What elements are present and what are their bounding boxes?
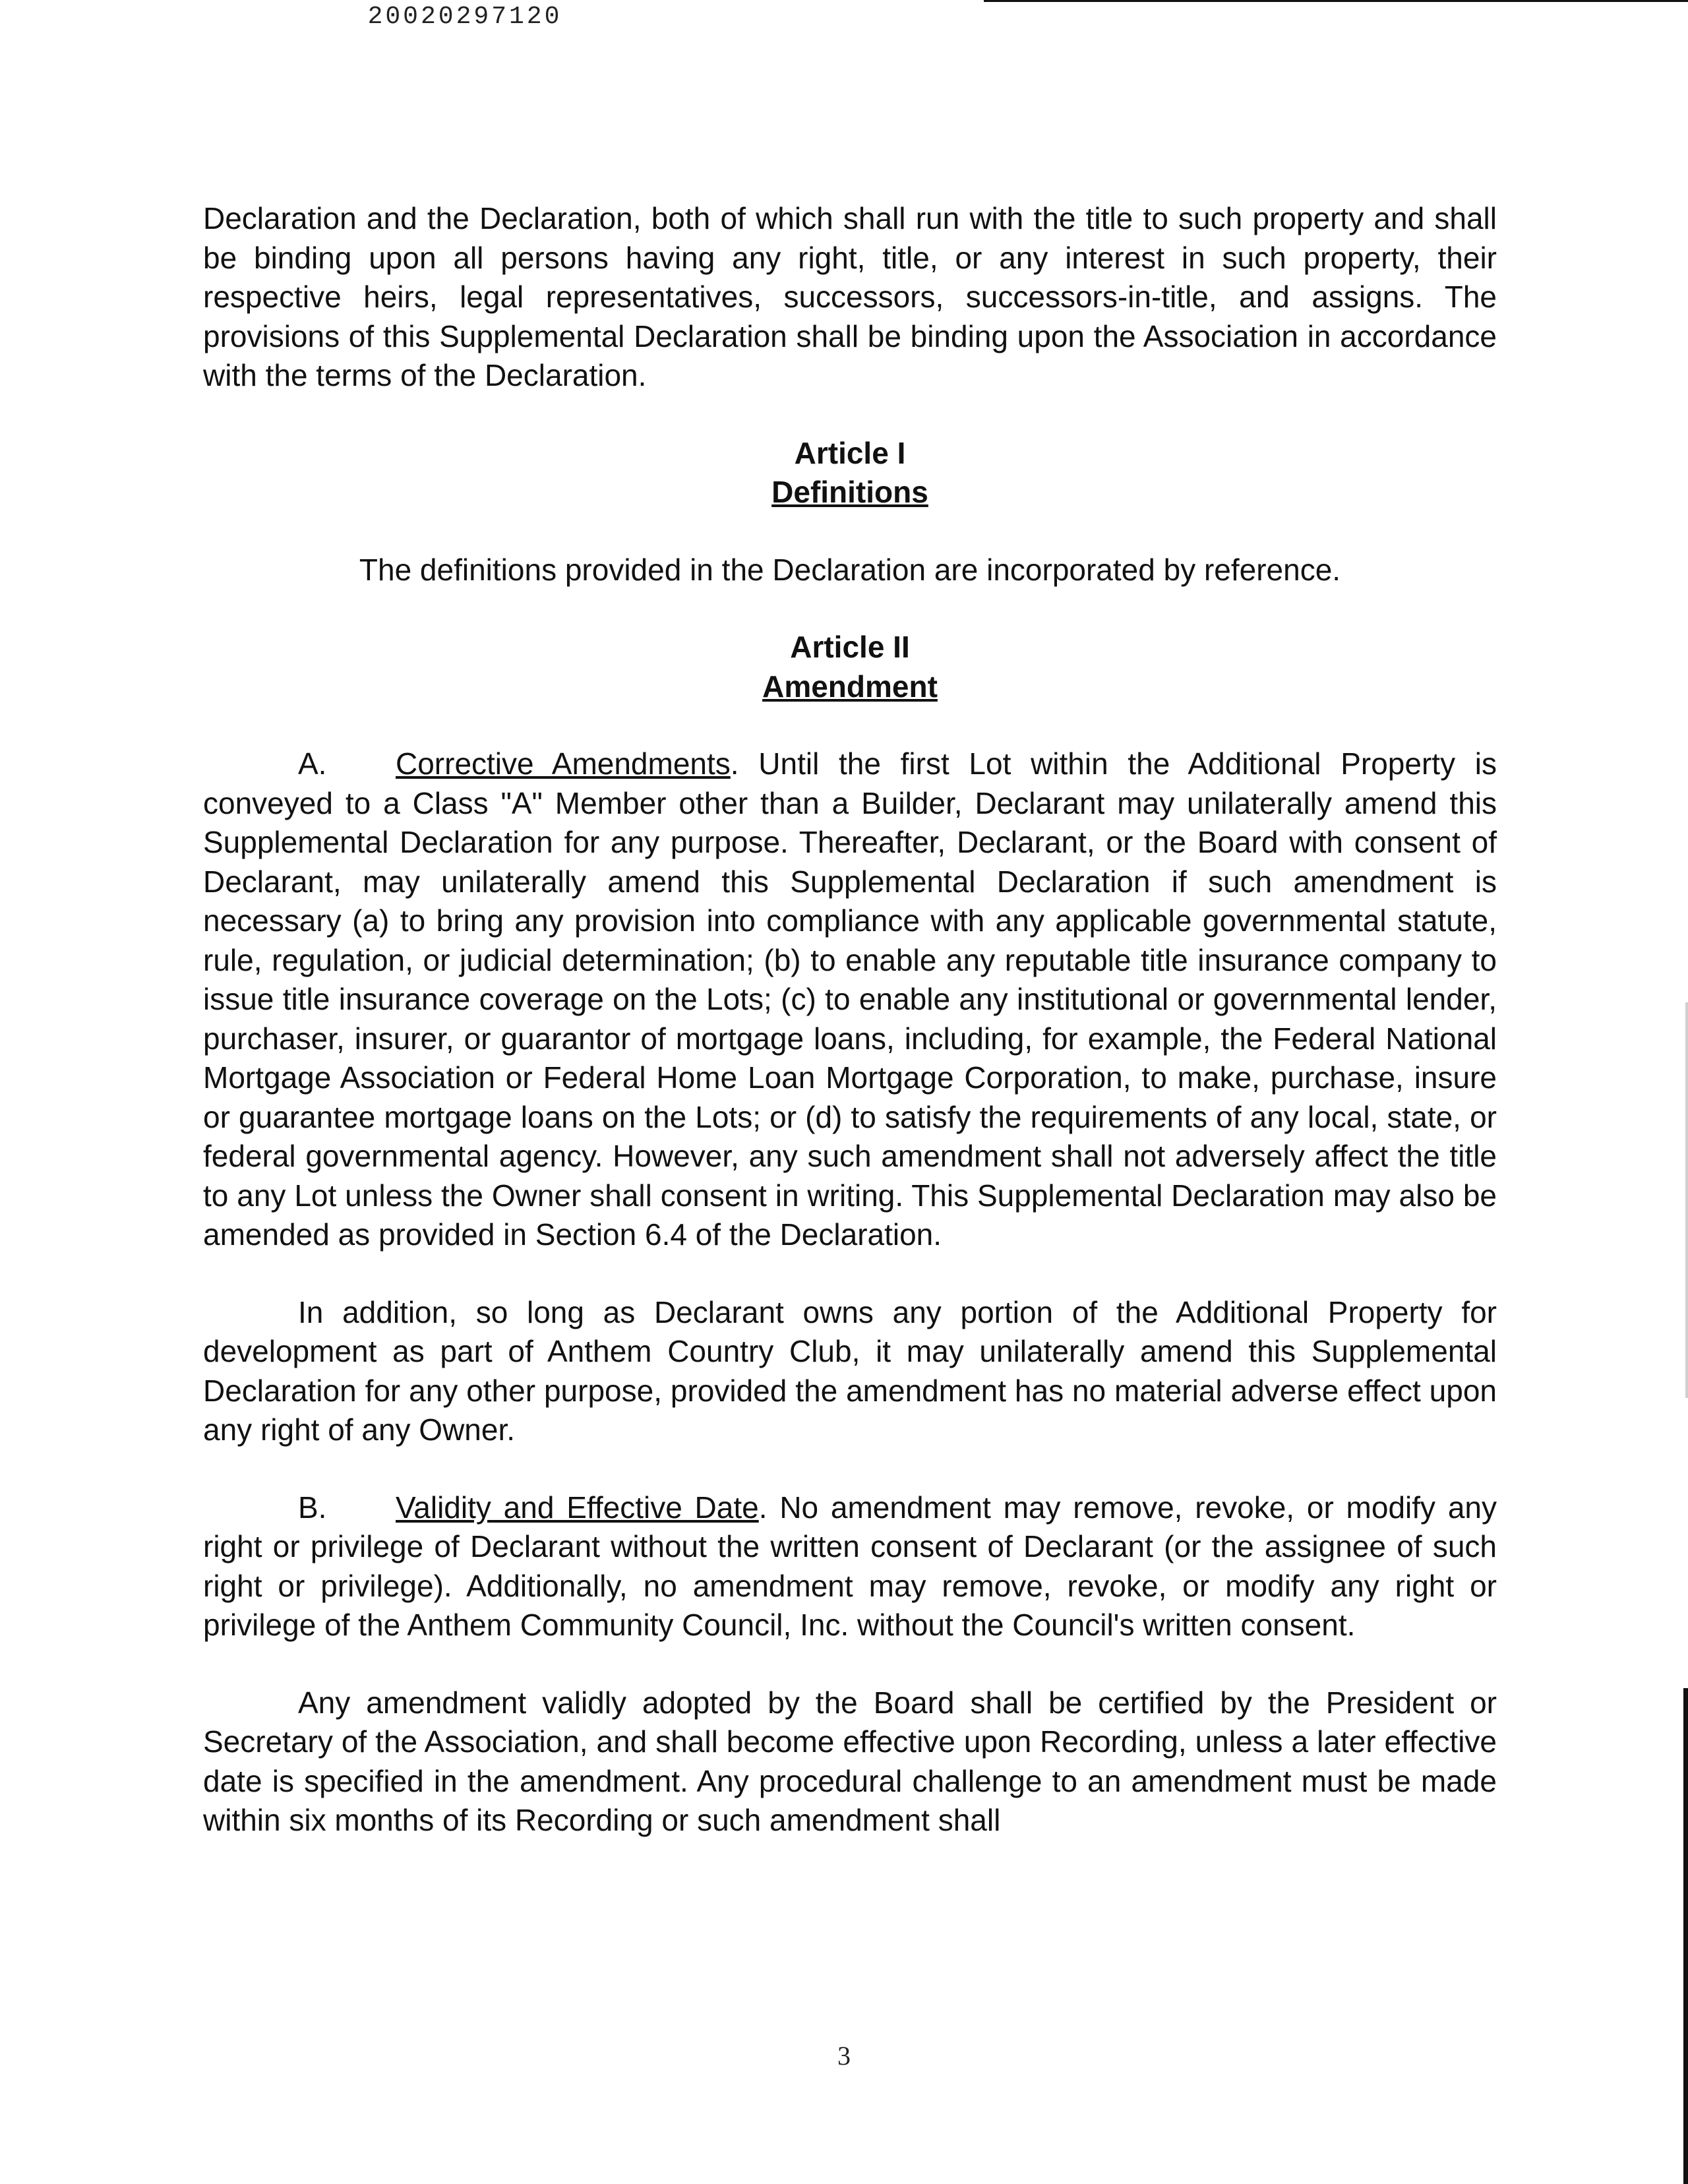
spacer (203, 706, 1497, 744)
article-2-title: Article II (790, 630, 910, 664)
article-2-subtitle: Amendment (762, 669, 938, 704)
section-b-text: No amendment may remove, revoke, or modify any right or privilege of Declarant without the written consent of Declarant (or the assignee of such right or privilege). Additionally, no amendment may remove, revoke, or modify any right or privilege of the Anthem Community Council, Inc. without the Council's written consent. (203, 1490, 1497, 1642)
section-b-paragraph: B. Validity and Effective Date. No amendment may remove, revoke, or modify any right or privilege of Declarant without the written consent of Declarant (or the assignee of such right or privilege). Additionally, no amendment may remove, revoke, or modify any right or privilege of the Anthem Community Council, Inc. without the Council's written consent. (203, 1488, 1497, 1645)
section-b-addition: Any amendment validly adopted by the Board shall be certified by the President or Secretary of the Association, and shall become effective upon Recording, unless a later effective date is specified in the amendment. Any procedural challenge to an amendment must be made within six months of its Recording or such amendment shall (203, 1685, 1497, 1837)
spacer (203, 1450, 1497, 1488)
page-number: 3 (837, 2041, 851, 2071)
scan-edge-mark (1685, 1002, 1688, 1398)
spacer (203, 1645, 1497, 1684)
spacer (203, 396, 1497, 434)
spacer (203, 512, 1497, 551)
section-a-addition: In addition, so long as Declarant owns any portion of the Additional Property for development as part of Anthem Country Club, it may unilaterally amend this Supplemental Declaration for any other purpose, provided the amendment has no material adverse effect upon any right of any Owner. (203, 1294, 1497, 1447)
section-a-label: A. (298, 746, 327, 781)
section-b-heading: Validity and Effective Date (396, 1490, 759, 1525)
scan-edge-bar (1683, 1688, 1688, 2184)
section-a-paragraph: A. Corrective Amendments. Until the first Lot within the Additional Property is conveyed to a Class "A" Member other than a Builder, Declarant may unilaterally amend this Supplemental Declaration for any purpose. Thereafter, Declarant, or the Board with consent of Declarant, may unilaterally amend this Supplemental Declaration if such amendment is necessary (a) to bring any provision into compliance with any applicable governmental statute, rule, regulation, or judicial determination; (b) to enable any reputable title insurance company to issue title insurance coverage on the Lots; (c) to enable any institutional or governmental lender, purchaser, insurer, or guarantor of mortgage loans, including, for example, the Federal National Mortgage Association or Federal Home Loan Mortgage Corporation, to make, purchase, insure or guarantee mortgage loans on the Lots; or (d) to satisfy the requirements of any local, state, or federal governmental agency. However, any such amendment shall not adversely affect the title to any Lot unless the Owner shall consent in writing. This Supplemental Declaration may also be amended as provided in Section 6.4 of the Declaration. (203, 744, 1497, 1255)
intro-paragraph: Declaration and the Declaration, both of which shall run with the title to such property and shall be binding upon all persons having any right, title, or any interest in such property, their respective heirs, legal representatives, successors, successors-in-title, and assigns. The provisions of this Supplemental Declaration shall be binding upon the Association in accordance with the terms of the Declaration. (203, 201, 1497, 392)
section-a-heading: Corrective Amendments (396, 746, 731, 781)
section-a-text: Until the first Lot within the Additional Property is conveyed to a Class "A" Member other than a Builder, Declarant may unilaterally amend this Supplemental Declaration for any purpose. Thereafter, Declarant, or the Board with consent of Declarant, may unilaterally amend this Supplemental Declaration if such amendment is necessary (a) to bring any provision into compliance with any applicable governmental statute, rule, regulation, or judicial determination; (b) to enable any reputable title insurance company to issue title insurance coverage on the Lots; (c) to enable any institutional or governmental lender, purchaser, insurer, or guarantor of mortgage loans, including, for example, the Federal National Mortgage Association or Federal Home Loan Mortgage Corporation, to make, purchase, insure or guarantee mortgage loans on the Lots; or (d) to satisfy the requirements of any local, state, or federal governmental agency. However, any such amendment shall not adversely affect the title to any Lot unless the Owner shall consent in writing. This Supplemental Declaration may also be amended as provided in Section 6.4 of the Declaration. (203, 746, 1497, 1252)
section-b-label: B. (298, 1490, 327, 1525)
article-1-text: The definitions provided in the Declaration are incorporated by reference. (359, 552, 1341, 587)
spacer (203, 590, 1497, 628)
spacer (203, 1255, 1497, 1293)
document-body (203, 199, 1497, 1840)
document-number: 20020297120 (367, 3, 562, 31)
article-1-subtitle: Definitions (771, 475, 928, 509)
article-1-title: Article I (794, 435, 906, 470)
top-rule (984, 0, 1688, 2)
